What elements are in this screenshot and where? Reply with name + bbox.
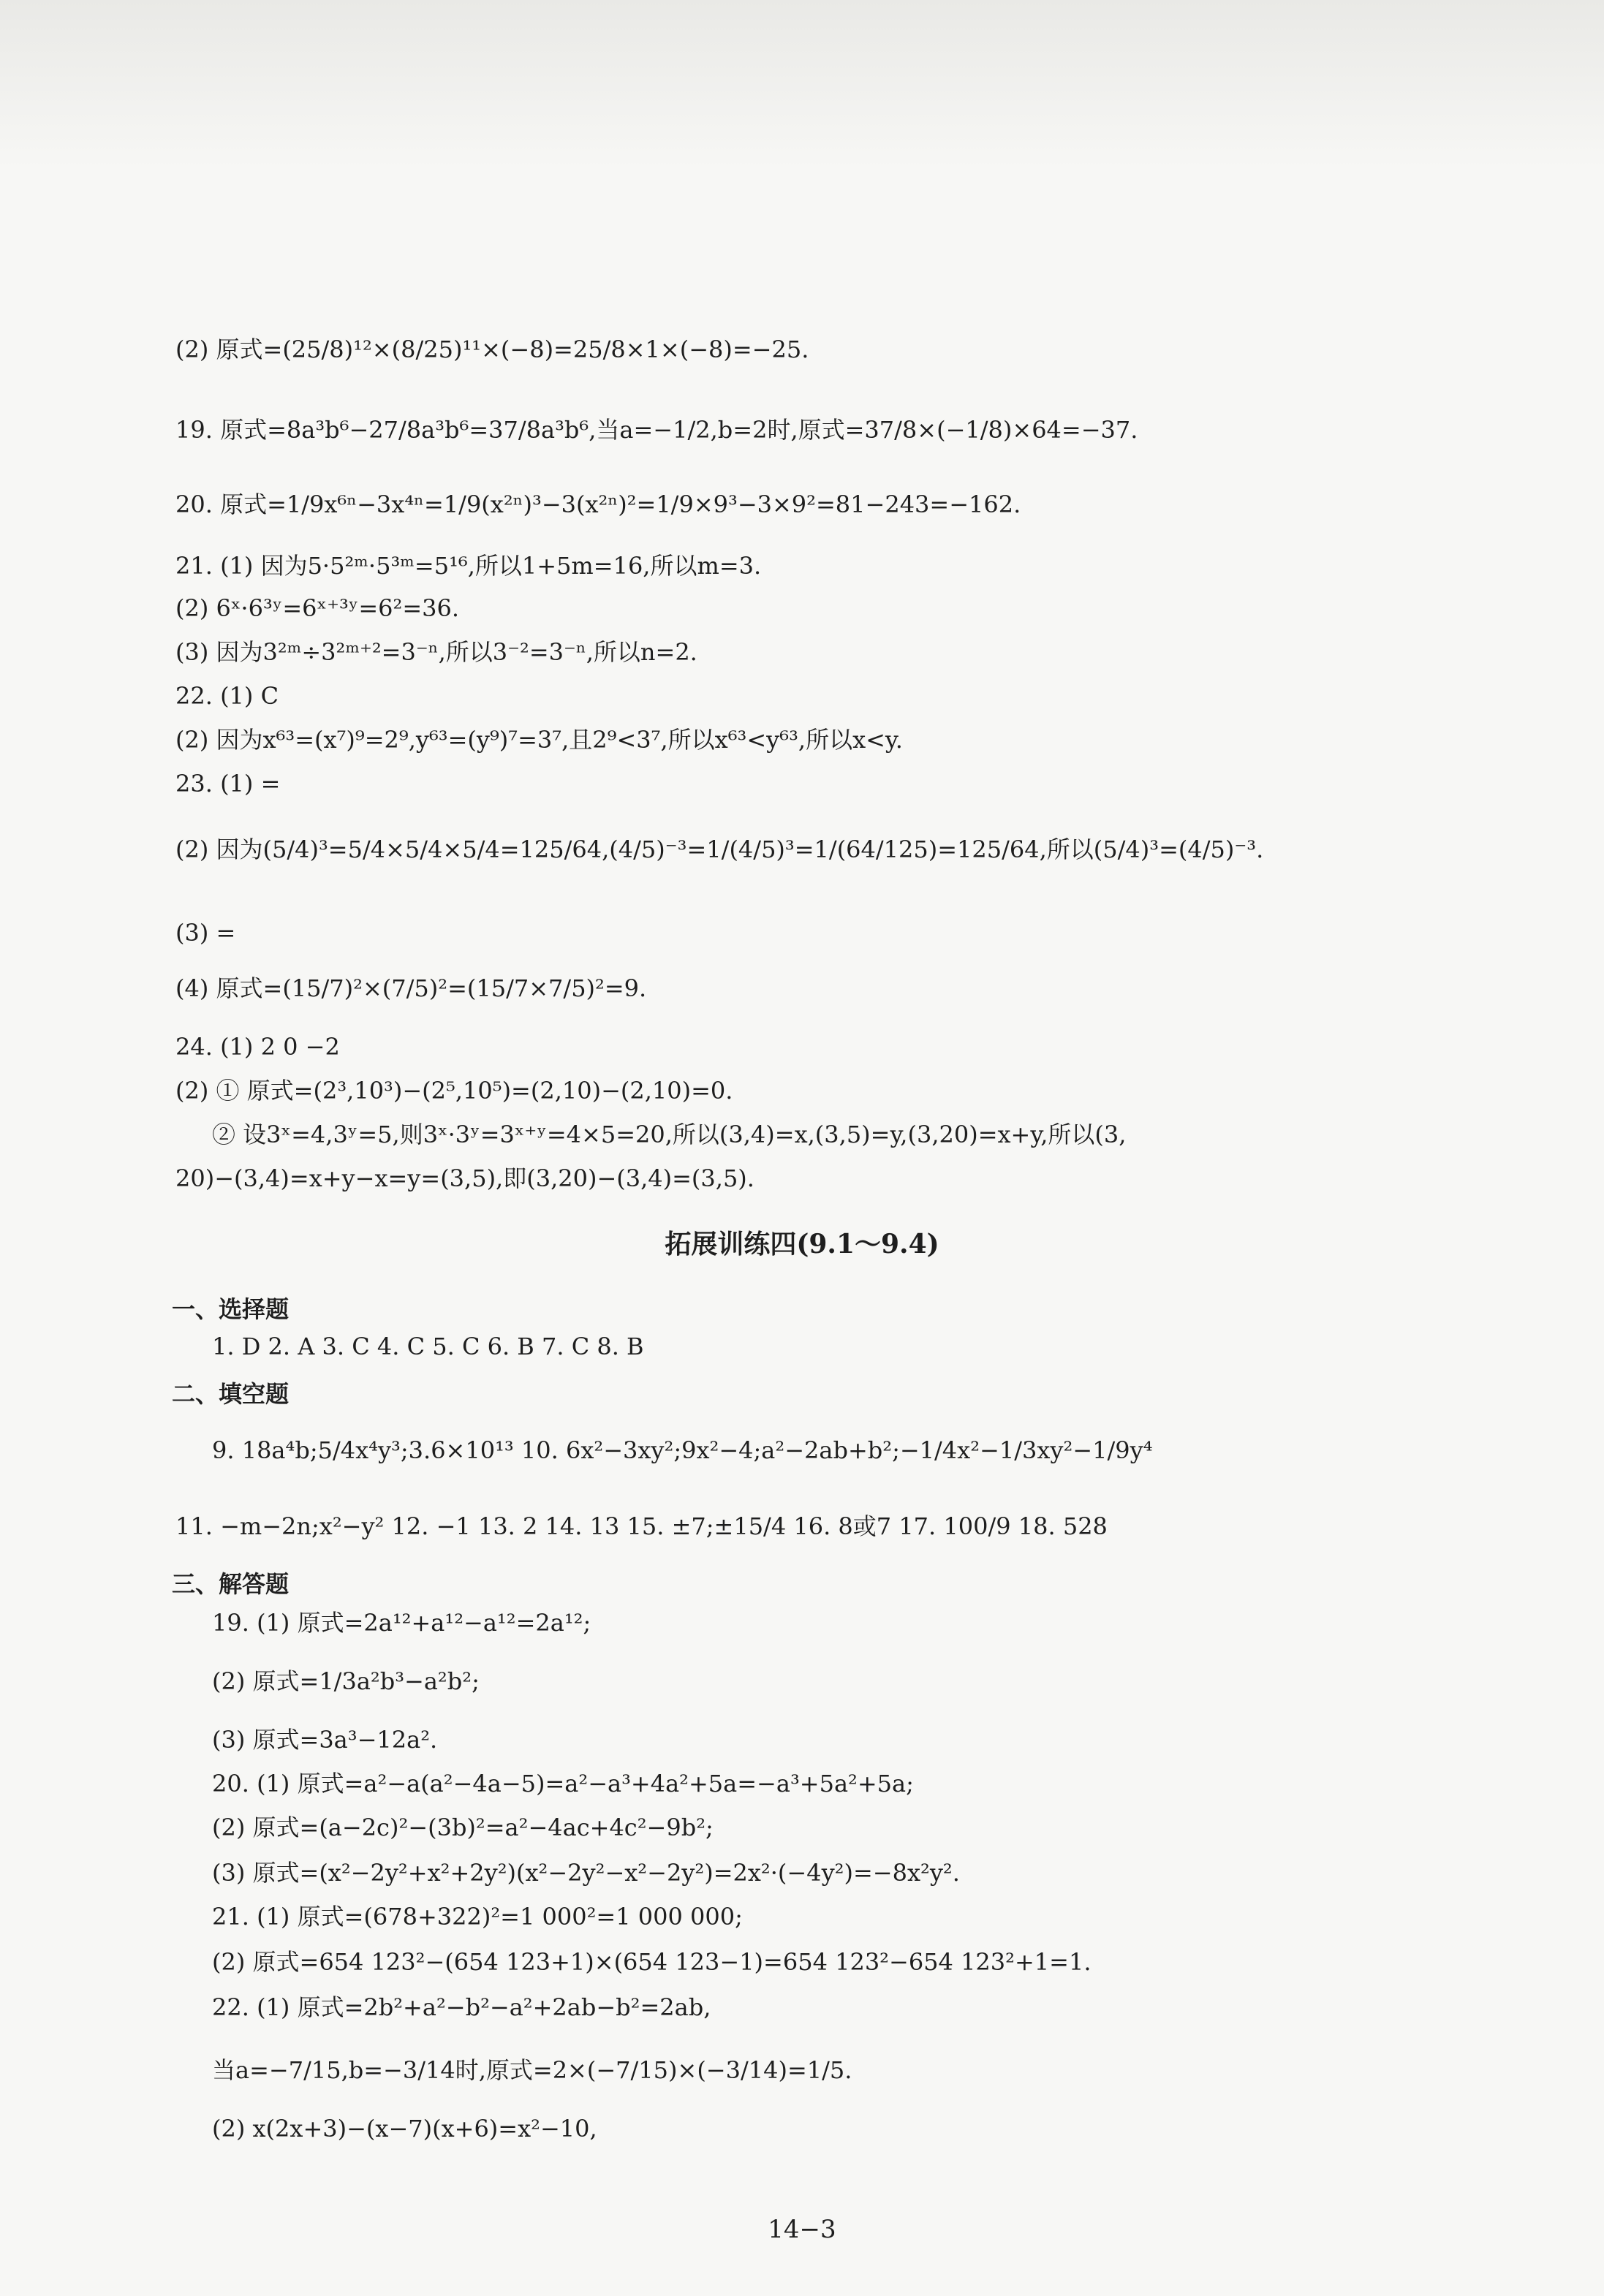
- answer-24-2a: (2) ① 原式=(2³,10³)−(2⁵,10⁵)=(2,10)−(2,10)=0.: [175, 1077, 733, 1105]
- answer-23-1: 23. (1) =: [175, 770, 281, 797]
- answer-20: 20. 原式=1/9x⁶ⁿ−3x⁴ⁿ=1/9(x²ⁿ)³−3(x²ⁿ)²=1/9×9³−3×9²=81−243=−162.: [175, 490, 1021, 518]
- answer-19: 19. 原式=8a³b⁶−27/8a³b⁶=37/8a³b⁶,当a=−1/2,b=2时,原式=37/8×(−1/8)×64=−37.: [175, 416, 1138, 444]
- choice-answers: 1. D 2. A 3. C 4. C 5. C 6. B 7. C 8. B: [212, 1333, 644, 1360]
- page-number: 14−3: [768, 2215, 836, 2244]
- answer-23-3: (3) =: [175, 919, 236, 947]
- solution-21-1: 21. (1) 原式=(678+322)²=1 000²=1 000 000;: [212, 1903, 743, 1931]
- solution-19-3: (3) 原式=3a³−12a².: [212, 1726, 438, 1754]
- answer-22-1: 22. (1) C: [175, 682, 279, 710]
- solution-20-2: (2) 原式=(a−2c)²−(3b)²=a²−4ac+4c²−9b²;: [212, 1814, 714, 1841]
- fill-answers-line2: 11. −m−2n;x²−y² 12. −1 13. 2 14. 13 15. ±7;±15/4 16. 8或7 17. 100/9 18. 528: [175, 1512, 1108, 1540]
- section-title: 拓展训练四(9.1～9.4): [665, 1229, 939, 1259]
- answer-21-1: 21. (1) 因为5·5²ᵐ·5³ᵐ=5¹⁶,所以1+5m=16,所以m=3.: [175, 552, 762, 580]
- answer-22-2: (2) 因为x⁶³=(x⁷)⁹=2⁹,y⁶³=(y⁹)⁷=3⁷,且2⁹<3⁷,所以x⁶³<y⁶³,所以x<y.: [175, 726, 903, 754]
- solution-21-2: (2) 原式=654 123²−(654 123+1)×(654 123−1)=654 123²−654 123²+1=1.: [212, 1948, 1092, 1976]
- scan-top-shadow: [0, 0, 1604, 168]
- answer-24-1: 24. (1) 2 0 −2: [175, 1033, 340, 1061]
- part1-heading: 一、选择题: [172, 1295, 290, 1323]
- solution-19-2: (2) 原式=1/3a²b³−a²b²;: [212, 1667, 480, 1695]
- solution-22-1-cont: 当a=−7/15,b=−3/14时,原式=2×(−7/15)×(−3/14)=1/5.: [212, 2056, 852, 2084]
- answer-24-2b-cont: 20)−(3,4)=x+y−x=y=(3,5),即(3,20)−(3,4)=(3,5).: [175, 1164, 754, 1192]
- solution-22-1: 22. (1) 原式=2b²+a²−b²−a²+2ab−b²=2ab,: [212, 1993, 711, 2021]
- answer-18-2: (2) 原式=(25/8)¹²×(8/25)¹¹×(−8)=25/8×1×(−8)=−25.: [175, 336, 809, 363]
- solution-20-3: (3) 原式=(x²−2y²+x²+2y²)(x²−2y²−x²−2y²)=2x²·(−4y²)=−8x²y².: [212, 1859, 960, 1887]
- part2-heading: 二、填空题: [172, 1380, 290, 1408]
- solution-19-1: 19. (1) 原式=2a¹²+a¹²−a¹²=2a¹²;: [212, 1609, 591, 1637]
- answer-21-2: (2) 6ˣ·6³ʸ=6ˣ⁺³ʸ=6²=36.: [175, 594, 460, 622]
- answer-23-4: (4) 原式=(15/7)²×(7/5)²=(15/7×7/5)²=9.: [175, 974, 647, 1002]
- answer-21-3: (3) 因为3²ᵐ÷3²ᵐ⁺²=3⁻ⁿ,所以3⁻²=3⁻ⁿ,所以n=2.: [175, 638, 697, 666]
- solution-20-1: 20. (1) 原式=a²−a(a²−4a−5)=a²−a³+4a²+5a=−a³+5a²+5a;: [212, 1770, 914, 1797]
- answer-23-2: (2) 因为(5/4)³=5/4×5/4×5/4=125/64,(4/5)⁻³=1/(4/5)³=1/(64/125)=125/64,所以(5/4)³=(4/5)⁻³.: [175, 836, 1264, 863]
- fill-answers-line1: 9. 18a⁴b;5/4x⁴y³;3.6×10¹³ 10. 6x²−3xy²;9x²−4;a²−2ab+b²;−1/4x²−1/3xy²−1/9y⁴: [212, 1436, 1153, 1464]
- answer-24-2b: ② 设3ˣ=4,3ʸ=5,则3ˣ·3ʸ=3ˣ⁺ʸ=4×5=20,所以(3,4)=x,(3,5)=y,(3,20)=x+y,所以(3,: [212, 1121, 1127, 1148]
- solution-22-2: (2) x(2x+3)−(x−7)(x+6)=x²−10,: [212, 2115, 597, 2142]
- part3-heading: 三、解答题: [172, 1570, 290, 1598]
